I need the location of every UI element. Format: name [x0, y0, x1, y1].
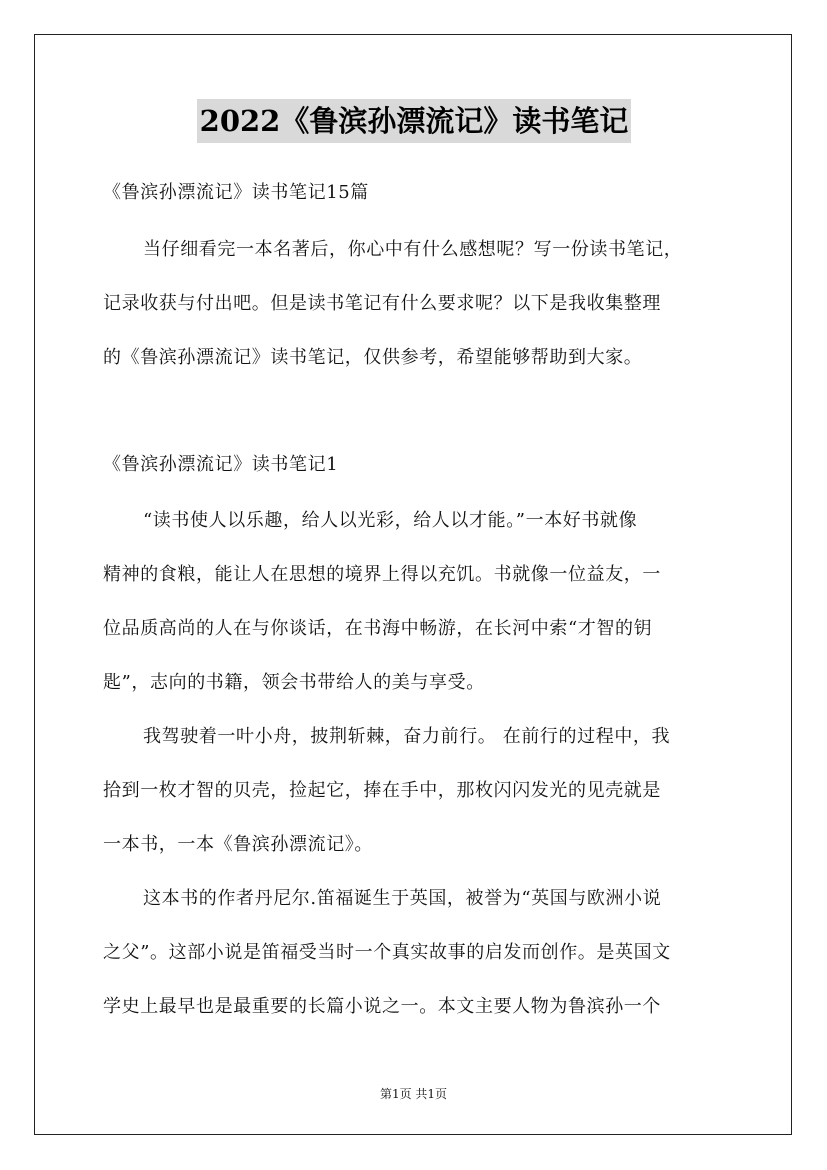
page-footer: 第1页 共1页: [379, 1087, 448, 1101]
paragraph-line: 之父”。这部小说是笛福受当时一个真实故事的启发而创作。是英国文: [103, 942, 671, 963]
paragraph-line: 拾到一枚才智的贝壳，捡起它，捧在手中，那枚闪闪发光的见壳就是: [103, 780, 661, 801]
paragraph-line: 这本书的作者丹尼尔.笛福诞生于英国，被誉为“英国与欧洲小说: [143, 888, 662, 909]
paragraph-line: 我驾驶着一叶小舟，披荆斩棘，奋力前行。 在前行的过程中，我: [143, 726, 671, 747]
paragraph-line: 学史上最早也是最重要的长篇小说之一。本文主要人物为鲁滨孙一个: [103, 996, 661, 1017]
document-subtitle: 《鲁滨孙漂流记》读书笔记15篇: [103, 182, 369, 203]
intro-line-2: 记录收获与付出吧。但是读书笔记有什么要求呢？以下是我收集整理: [103, 293, 661, 314]
intro-line-1: 当仔细看完一本名著后，你心中有什么感想呢？写一份读书笔记，: [143, 239, 683, 260]
section-heading: 《鲁滨孙漂流记》读书笔记1: [103, 454, 339, 475]
document-title: 2022《鲁滨孙漂流记》读书笔记: [197, 99, 631, 143]
paragraph-line: “读书使人以乐趣，给人以光彩，给人以才能。”一本好书就像: [143, 510, 638, 531]
paragraph-line: 精神的食粮，能让人在思想的境界上得以充饥。书就像一位益友，一: [103, 564, 661, 585]
paragraph-line: 匙”，志向的书籍，领会书带给人的美与享受。: [103, 672, 485, 693]
paragraph-line: 一本书，一本《鲁滨孙漂流记》。: [103, 834, 373, 855]
intro-line-3: 的《鲁滨孙漂流记》读书笔记，仅供参考，希望能够帮助到大家。: [103, 347, 643, 368]
paragraph-line: 位品质高尚的人在与你谈话，在书海中畅游，在长河中索“才智的钥: [103, 618, 653, 639]
